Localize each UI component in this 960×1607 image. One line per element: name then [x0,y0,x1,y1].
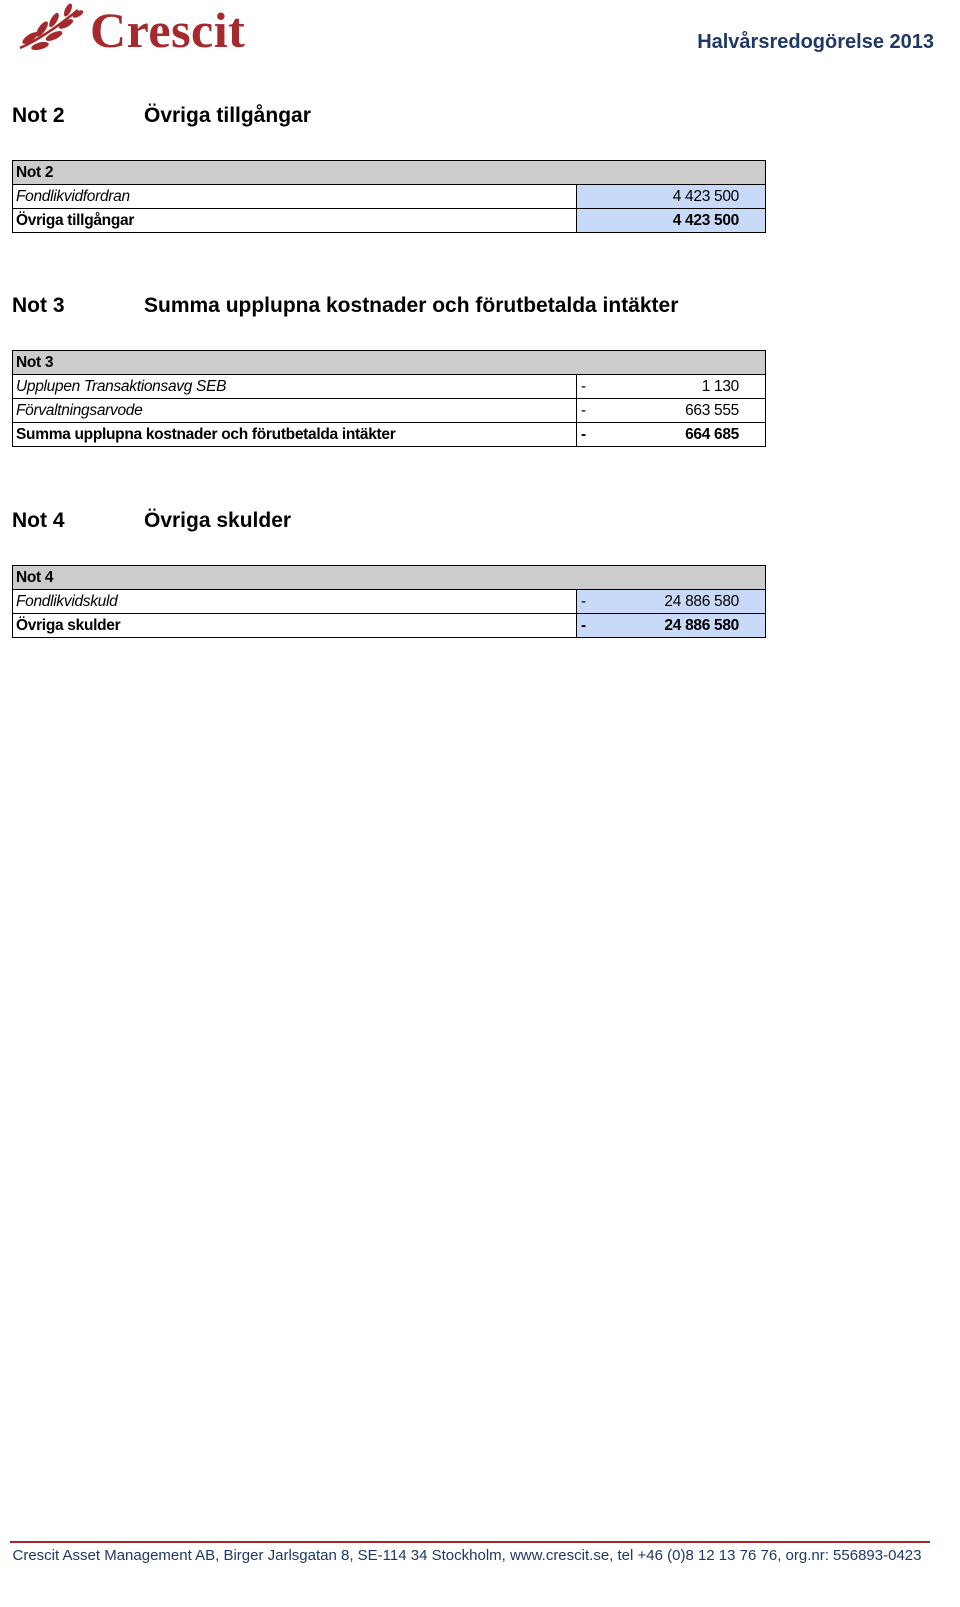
row-label: Summa upplupna kostnader och förutbetalda intäkter [13,423,577,447]
row-amount: 663 555 [685,401,739,419]
note-4-table [12,565,766,638]
note-number: Not 2 [12,104,65,127]
table-header-cell: Not 2 [13,161,766,185]
table-header-row [13,161,766,185]
row-sign: - [581,377,586,395]
row-amount: 24 886 580 [664,592,739,610]
logo-wordmark: Crescit [90,2,246,58]
row-label: Fondlikvidskuld [13,590,577,614]
note-number: Not 3 [12,294,65,317]
row-label: Förvaltningsarvode [13,399,577,423]
row-amount: 4 423 500 [672,187,739,205]
table-row-total [13,423,766,447]
note-title: Summa upplupna kostnader och förutbetalda intäkter [144,294,679,317]
row-amount: 1 130 [701,377,739,395]
row-value [577,614,766,638]
note-3-heading [12,294,912,324]
table-header-cell: Not 3 [13,351,766,375]
table-header-row [13,351,766,375]
row-amount: 664 685 [685,425,739,443]
table-header-cell: Not 4 [13,566,766,590]
row-label: Upplupen Transaktionsavg SEB [13,375,577,399]
note-title: Övriga tillgångar [144,104,311,127]
row-value [577,590,766,614]
footer-contact: Crescit Asset Management AB, Birger Jarlsgatan 8, SE-114 34 Stockholm, www.crescit.se, tel +46 (0)8 12 13 76 76, org.nr: 556893-0423 [12,1547,922,1564]
table-row-total [13,209,766,233]
row-sign: - [581,425,586,443]
crescit-logo [16,2,266,58]
row-amount: 4 423 500 [672,211,739,229]
row-value [577,185,766,209]
row-sign: - [581,616,586,634]
note-3-table [12,350,766,447]
table-row [13,375,766,399]
table-header-row [13,566,766,590]
row-sign: - [581,401,586,419]
row-value [577,209,766,233]
row-value [577,399,766,423]
table-row [13,399,766,423]
olive-branch-icon [16,2,86,58]
table-row [13,590,766,614]
table-row-total [13,614,766,638]
row-label: Övriga skulder [13,614,577,638]
note-2-heading [12,104,912,134]
row-label: Övriga tillgångar [13,209,577,233]
note-2-table [12,160,766,233]
row-amount: 24 886 580 [664,616,739,634]
table-row [13,185,766,209]
row-sign: - [581,592,586,610]
footer-divider [10,1541,930,1543]
row-value [577,375,766,399]
row-label: Fondlikvidfordran [13,185,577,209]
note-number: Not 4 [12,509,65,532]
row-value [577,423,766,447]
note-title: Övriga skulder [144,509,292,532]
report-title: Halvårsredogörelse 2013 [697,31,934,53]
note-4-heading [12,509,912,539]
